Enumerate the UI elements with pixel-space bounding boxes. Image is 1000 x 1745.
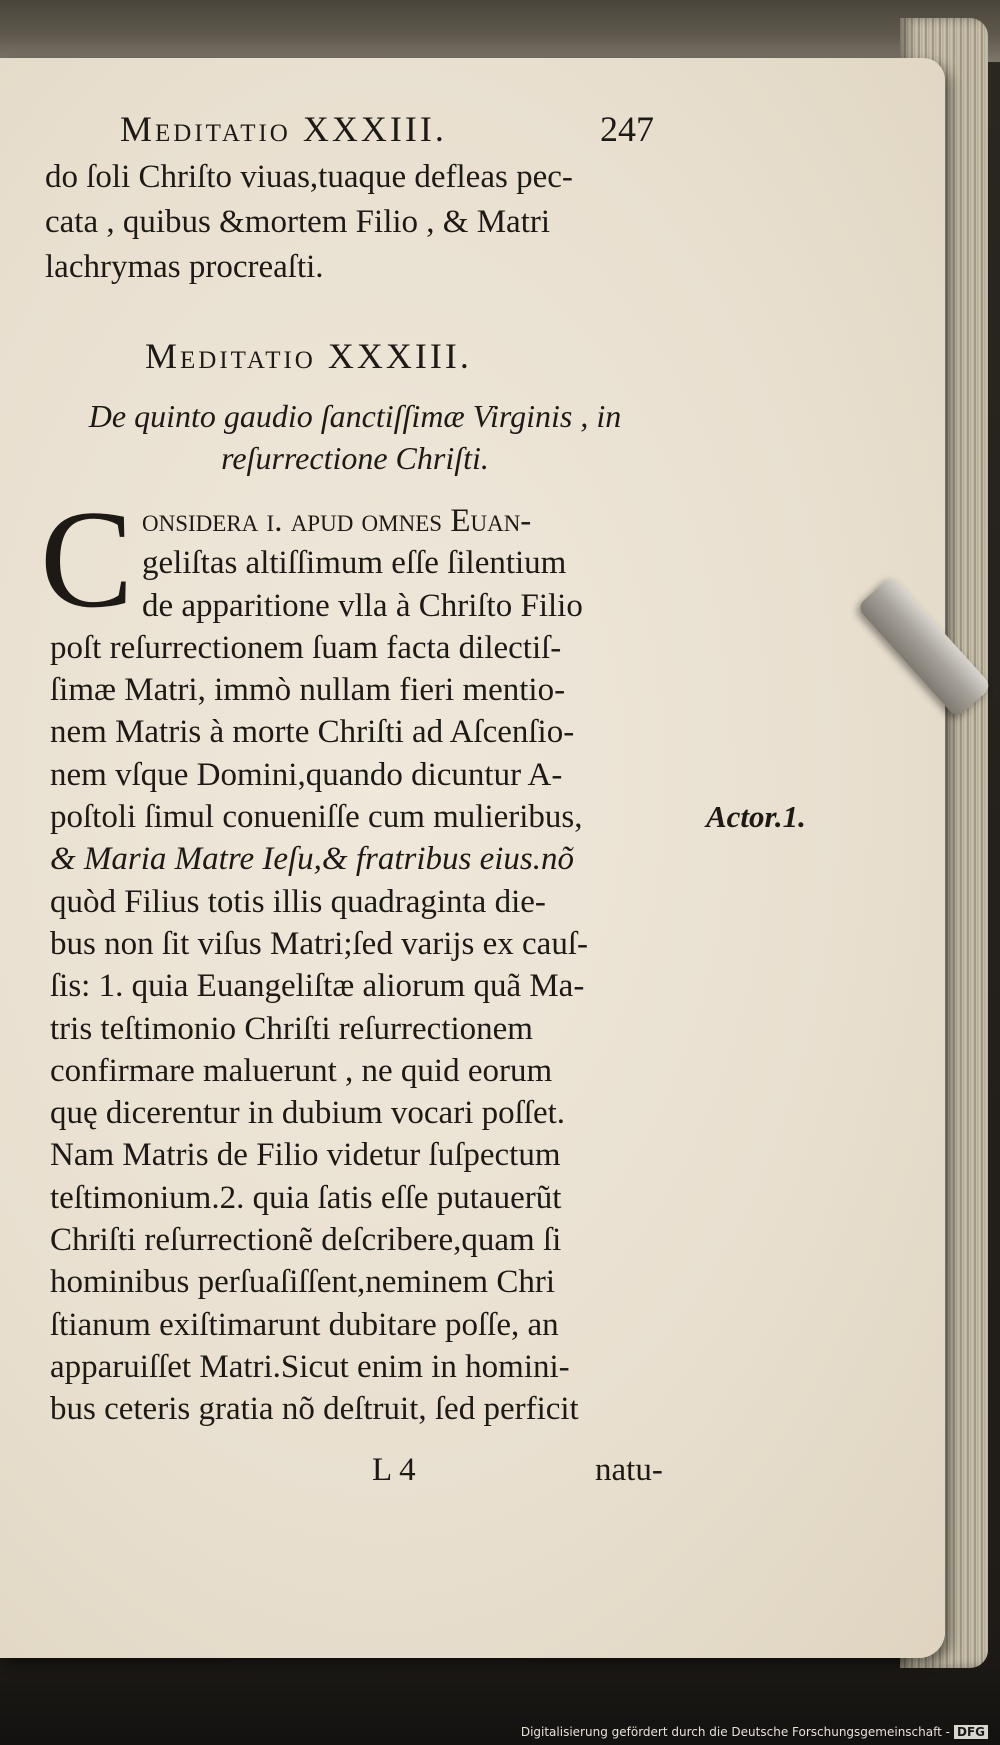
- text-line: confirmare maluerunt , ne quid eorum: [50, 1052, 553, 1089]
- text-line: do ſoli Chriſto viuas,tuaque defleas pec-: [45, 159, 573, 195]
- text-line: quòd Filius totis illis quadraginta die-: [50, 883, 546, 920]
- dfg-logo-icon: DFG: [954, 1725, 988, 1739]
- text-line: ſimæ Matri, immò nullam fieri mentio-: [50, 672, 566, 709]
- signature-mark: L 4: [372, 1452, 416, 1488]
- book-top-edge: [0, 0, 1000, 62]
- text-line: tris teſtimonio Chriſti reſurrectionem: [50, 1010, 533, 1047]
- drop-capital: C: [40, 482, 134, 637]
- page-number: 247: [600, 109, 654, 149]
- text-line: Chriſti reſurrectionẽ deſcribere,quam ſi: [50, 1222, 562, 1259]
- catchword: natu-: [595, 1452, 663, 1488]
- text-line: bus non ſit viſus Matri;ſed varijs ex cauſ-: [50, 925, 588, 962]
- text-line: teſtimonium.2. quia ſatis eſſe putauerũt: [50, 1179, 562, 1216]
- text-line: nem vſque Domini,quando dicuntur A-: [50, 756, 563, 793]
- subtitle-line: reſurrectione Chriſti.: [221, 440, 489, 476]
- running-head: [120, 108, 680, 150]
- text-line: quę dicerentur in dubium vocari poſſet.: [50, 1095, 566, 1132]
- text-line: de apparitione vlla à Chriſto Filio: [142, 587, 583, 624]
- text-line: Nam Matris de Filio videtur ſuſpectum: [50, 1137, 561, 1174]
- text-line: ſis: 1. quia Euangeliſtæ aliorum quã Ma-: [50, 968, 585, 1005]
- section-subtitle: [45, 395, 665, 479]
- text-line: poſt reſurrectionem ſuam facta dilectiſ-: [50, 629, 562, 666]
- section-heading: Meditatio XXXIII.: [145, 336, 472, 376]
- previous-text: [45, 155, 573, 290]
- text-line: nem Matris à morte Chriſti ad Aſcenſio-: [50, 714, 575, 751]
- text-line: ſtianum exiſtimarunt dubitare poſſe, an: [50, 1306, 559, 1343]
- text-line: & Maria Matre Ieſu,& fratribus eius.nõ: [50, 841, 575, 878]
- text-line: lachrymas procreaſti.: [45, 249, 324, 285]
- text-line: bus ceteris gratia nõ deſtruit, ſed perficit: [50, 1391, 579, 1428]
- text-line: cata , quibus &mortem Filio , & Matri: [45, 204, 551, 240]
- running-head-title: Meditatio XXXIII.: [120, 109, 447, 149]
- margin-note: Actor.1.: [706, 799, 806, 834]
- text-line: geliſtas altiſſimum eſſe ſilentium: [142, 545, 567, 582]
- text-line: apparuiſſet Matri.Sicut enim in homini-: [50, 1348, 570, 1385]
- digitization-credit: [521, 1725, 988, 1739]
- credit-text: Digitalisierung gefördert durch die Deutsche Forschungsgemeinschaft -: [520, 1725, 950, 1739]
- text-line: onsidera i. apud omnes Euan-: [142, 503, 532, 539]
- text-line: hominibus perſuaſiſſent,neminem Chri: [50, 1264, 556, 1301]
- subtitle-line: De quinto gaudio ſanctiſſimæ Virginis , in: [88, 398, 622, 434]
- text-line: poſtoli ſimul conueniſſe cum mulieribus,: [50, 799, 583, 836]
- body-text: [50, 500, 588, 1431]
